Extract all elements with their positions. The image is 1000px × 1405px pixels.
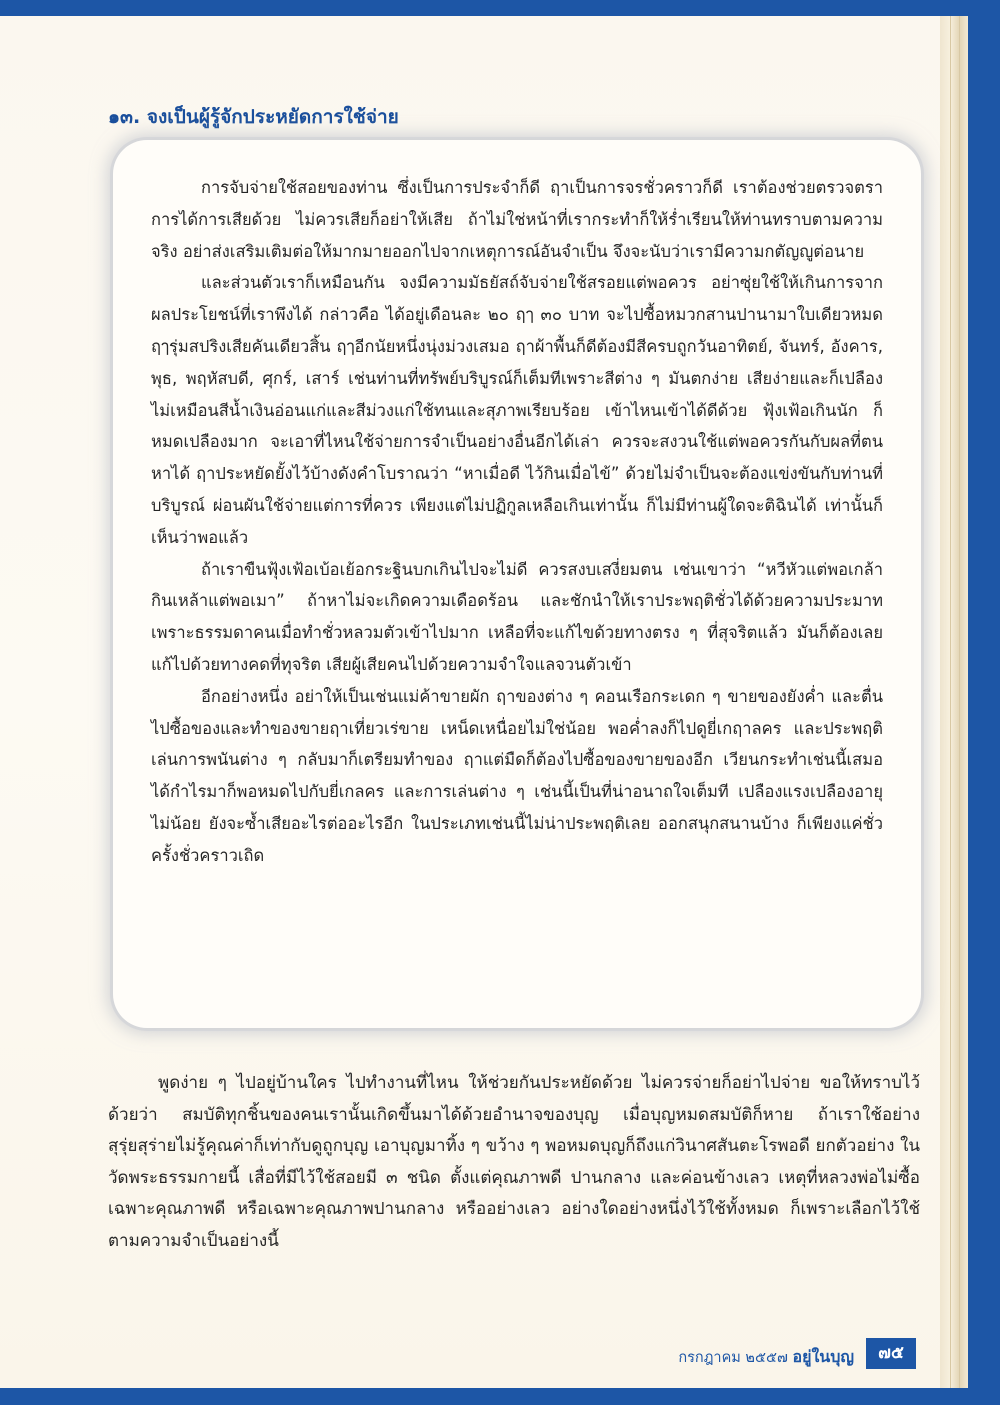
box-paragraph-3: ถ้าเราขืนฟุ้งเฟ้อเบ้อเย้อกระฐินบกเกินไปจะไม่ดี ควรสงบเสงี่ยมตน เช่นเขาว่า “หวีหัวแต่พอเกล้า กินเหล้าแต่พอเมา” ถ้าหาไม่จะเกิดความเดือดร้อน และชักนำให้เราประพฤติชั่วได้ด้วยความประมาท เพราะธรรมดาคนเมื่อทำชั่วหลวมตัวเข้าไปมาก เหลือที่จะแก้ไขด้วยทางตรง ๆ ที่สุจริตแล้ว มันก็ต้องเลยแก้ไปด้วยทางคดที่ทุจริต เสียผู้เสียคนไปด้วยความจำใจแลจวนตัวเข้า — [151, 559, 883, 674]
section-heading: ๑๓. จงเป็นผู้รู้จักประหยัดการใช้จ่าย — [108, 106, 399, 128]
closing-paragraph: พูดง่าย ๆ ไปอยู่บ้านใคร ไปทำงานที่ไหน ให้ช่วยกันประหยัดด้วย ไม่ควรจ่ายก็อย่าไปจ่าย ขอให้ทราบไว้ด้วยว่า สมบัติทุกชิ้นของคนเรานั้นเกิดขึ้นมาได้ด้วยอำนาจของบุญ เมื่อบุญหมดสมบัติก็หาย ถ้าเราใช้อย่างสุรุ่ยสุร่ายไม่รู้คุณค่าก็เท่ากับดูถูกบุญ เอาบุญมาทิ้ง ๆ ขว้าง ๆ พอหมดบุญก็ถึงแก่วินาศสันตะโรพอดี ยกตัวอย่าง ในวัดพระธรรมกายนี้ เสื่อที่มีไว้ใช้สอยมี ๓ ชนิด ตั้งแต่คุณภาพดี ปานกลาง และค่อนข้างเลว เหตุที่หลวงพ่อไม่ซื้อเฉพาะคุณภาพดี หรือเฉพาะคุณภาพปานกลาง หรืออย่างเลว อย่างใดอย่างหนึ่งไว้ใช้ทั้งหมด ก็เพราะเลือกไว้ใช้ตามความจำเป็นอย่างนี้ — [108, 1073, 920, 1251]
box-paragraph-1: การจับจ่ายใช้สอยของท่าน ซึ่งเป็นการประจำก็ดี ฤาเป็นการจรชั่วคราวก็ดี เราต้องช่วยตรวจตราการได้การเสียด้วย ไม่ควรเสียก็อย่าให้เสีย ถ้าไม่ใช่หน้าที่เรากระทำก็ให้ร่ำเรียนให้ท่านทราบตามความจริง อย่าส่งเสริมเติมต่อให้มากมายออกไปจากเหตุการณ์อันจำเป็น จึงจะนับว่าเรามีความกตัญญูต่อนาย — [151, 178, 883, 261]
page-edge-decoration — [940, 16, 968, 1388]
magazine-title: อยู่ในบุญ — [792, 1347, 854, 1366]
page-number: ๗๕ — [866, 1338, 916, 1369]
box-paragraph-2: และส่วนตัวเราก็เหมือนกัน จงมีความมัธยัสถ์จับจ่ายใช้สรอยแต่พอควร อย่าซุ่ยใช้ให้เกินการจากผลประโยชน์ที่เราพึงได้ กล่าวคือ ได้อยู่เดือนละ ๒๐ ฤๅ ๓๐ บาท จะไปซื้อหมวกสานปานามาใบเดียวหมด ฤๅรุ่มสปริงเสียคันเดียวสิ้น ฤๅอีกนัยหนึ่งนุ่งม่วงเสมอ ฤาผ้าพื้นก็ดีต้องมีสีครบถูกวันอาทิตย์, จันทร์, อังคาร, พุธ, พฤหัสบดี, ศุกร์, เสาร์ เช่นท่านที่ทรัพย์บริบูรณ์ก็เต็มทีเพราะสีต่าง ๆ มันตกง่าย เสียง่ายและก็เปลือง ไม่เหมือนสีน้ำเงินอ่อนแก่และสีม่วงแก่ใช้ทนและสุภาพเรียบร้อย เข้าไหนเข้าได้ดีด้วย ฟุ้งเฟ้อเกินนัก ก็หมดเปลืองมาก จะเอาที่ไหนใช้จ่ายการจำเป็นอย่างอื่นอีกได้เล่า ควรจะสงวนใช้แต่พอควรกันกับผลที่ตนหาได้ ฤาประหยัดยั้งไว้บ้างดังคำโบราณว่า “หาเมื่อดี ไว้กินเมื่อไข้” ด้วยไม่จำเป็นจะต้องแข่งขันกับท่านที่บริบูรณ์ ผ่อนผันใช้จ่ายแต่การที่ควร เพียงแต่ไม่ปฏิกูลเหลือเกินเท่านั้น ก็ไม่มีท่านผู้ใดจะติฉินได้ เท่านั้นก็เห็นว่าพอแล้ว — [151, 273, 883, 547]
box-paragraph-4: อีกอย่างหนึ่ง อย่าให้เป็นเช่นแม่ค้าขายผัก ฤาของต่าง ๆ คอนเรือกระเดก ๆ ขายของยังค่ำ และตื่นไปซื้อของและทำของขายฤาเที่ยวเร่ขาย เหน็ดเหนื่อยไม่ใช่น้อย พอค่ำลงก็ไปดูยี่เกฤาลคร และประพฤติเล่นการพนันต่าง ๆ กลับมาก็เตรียมทำของ ฤาแต่มืดก็ต้องไปซื้อของขายของอีก เวียนกระทำเช่นนี้เสมอ ได้กำไรมาก็พอหมดไปกับยี่เกลคร และการเล่นต่าง ๆ เช่นนี้เป็นที่น่าอนาถใจเต็มที เปลืองแรงเปลืองอายุไม่น้อย ยังจะซ้ำเสียอะไรต่ออะไรอีก ในประเภทเช่นนี้ไม่น่าประพฤติเลย ออกสนุกสนานบ้าง ก็เพียงแค่ชั่วครั้งชั่วคราวเถิด — [151, 686, 883, 865]
page-footer — [604, 1345, 854, 1370]
footer-date: กรกฎาคม ๒๕๕๗ — [678, 1350, 788, 1366]
quote-box — [113, 140, 921, 1028]
